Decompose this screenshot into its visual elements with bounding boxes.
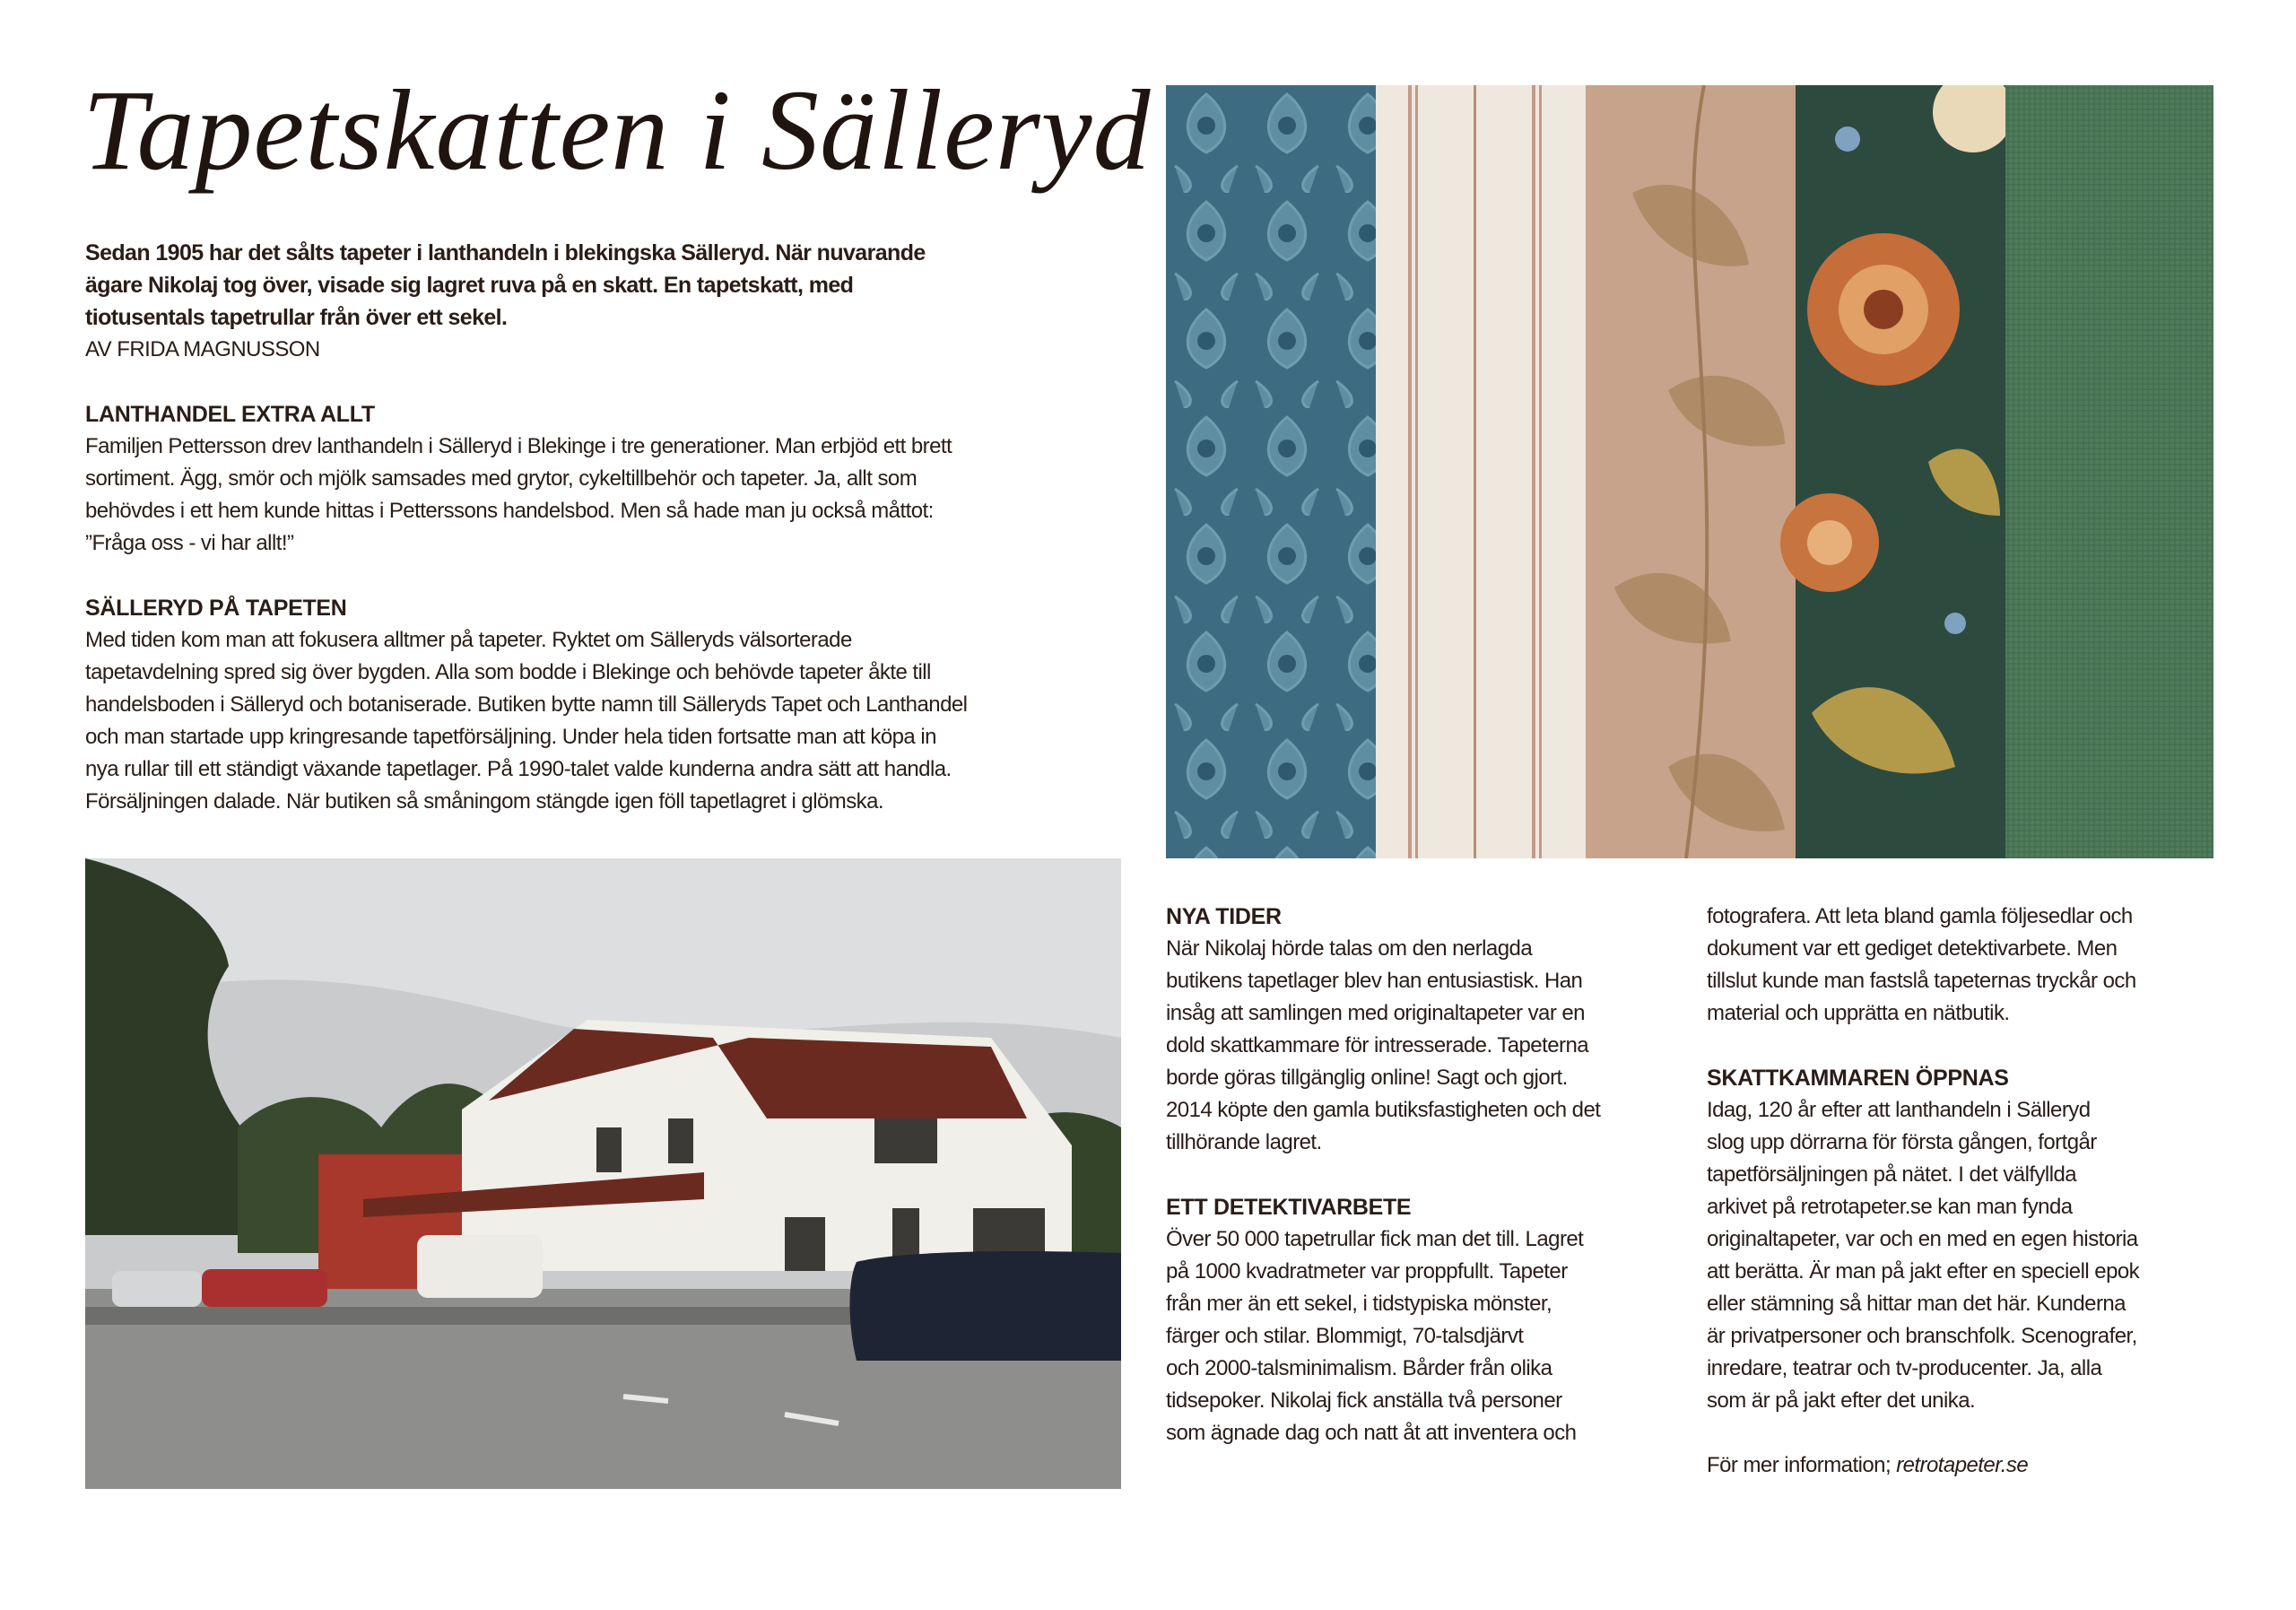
text-line: från mer än ett sekel, i tidstypiska mönster, [1166,1292,1552,1316]
text-line: fotografera. Att leta bland gamla följesedlar och [1707,904,2133,928]
heading-skattkammaren: SKATTKAMMAREN ÖPPNAS [1707,1066,2009,1091]
byline: AV FRIDA MAGNUSSON [85,337,320,361]
body-detektiv [1166,1223,1677,1449]
text-line: Försäljningen dalade. När butiken så småningom stängde igen föll tapetlagret i glömska. [85,789,884,814]
text-line: är privatpersoner och branschfolk. Scenografer, [1707,1324,2137,1348]
text-line: dokument var ett gediget detektivarbete. Men [1707,936,2118,961]
store-building-photo [85,858,1121,1489]
wallpaper-green-texture [2005,85,2213,858]
text-line: sortiment. Ägg, smör och mjölk samsades med grytor, cykeltillbehör och tapeter. Ja, allt som [85,466,918,491]
text-line: och 2000-talsminimalism. Bårder från olika [1166,1356,1552,1380]
middle-column [1166,901,1677,1449]
wallpaper-samples-image [1166,85,2213,858]
text-line: borde göras tillgänglig online! Sagt och gjort. [1166,1066,1568,1090]
body-detektiv-cont [1707,901,2218,1030]
text-line: eller stämning så hittar man det här. Kunderna [1707,1292,2126,1316]
wallpaper-cream-stripe [1376,85,1586,858]
text-line: tillhörande lagret. [1166,1130,1322,1154]
more-info [1707,1449,2218,1482]
text-line: på 1000 kvadratmeter var proppfullt. Tapeter [1166,1259,1568,1284]
text-line: färger och stilar. Blommigt, 70-talsdjärvt [1166,1324,1524,1348]
text-line: insåg att samlingen med originaltapeter var en [1166,1001,1585,1025]
intro [85,237,1126,334]
text-line: Med tiden kom man att fokusera alltmer på tapeter. Ryktet om Sälleryds välsorterade [85,628,852,652]
text-line: tapetförsäljningen på nätet. I det välfyllda [1707,1162,2077,1187]
wallpaper-floral-dark-green [1780,85,2013,858]
heading-lanthandel: LANTHANDEL EXTRA ALLT [85,402,375,427]
body-salleryd [85,624,1126,818]
more-info-label: För mer information; [1707,1453,1897,1477]
text-line: som ägnade dag och natt åt att inventera och [1166,1421,1577,1445]
text-line: tidsepoker. Nikolaj fick anställa två personer [1166,1388,1562,1413]
text-line: nya rullar till ett ständigt växande tapetlager. På 1990-talet valde kunderna andra sätt att handla. [85,757,952,781]
article-title: Tapetskatten i Sälleryd [83,66,1152,194]
wallpaper-tan-leaf [1586,85,1796,858]
body-nya-tider [1166,933,1677,1159]
text-line: 2014 köpte den gamla butiksfastigheten och det [1166,1098,1601,1122]
text-line: Familjen Pettersson drev lanthandeln i Sälleryd i Blekinge i tre generationer. Man erbjöd ett brett [85,434,952,458]
wallpaper-blue-damask [1166,85,1376,858]
text-line: material och upprätta en nätbutik. [1707,1001,2010,1025]
text-line: tillslut kunde man fastslå tapeternas tryckår och [1707,969,2136,993]
text-line: Över 50 000 tapetrullar fick man det till. Lagret [1166,1227,1584,1251]
text-line: ägare Nikolaj tog över, visade sig lagret ruva på en skatt. En tapetskatt, med [85,273,854,298]
text-line: och man startade upp kringresande tapetförsäljning. Under hela tiden fortsatte man att köpa in [85,725,936,749]
text-line: tapetavdelning spred sig över bygden. Alla som bodde i Blekinge och behövde tapeter åkte till [85,660,931,684]
text-line: Sedan 1905 har det sålts tapeter i lanthandeln i blekingska Sälleryd. När nuvarande [85,240,926,265]
heading-nya-tider: NYA TIDER [1166,904,1282,929]
heading-salleryd: SÄLLERYD PÅ TAPETEN [85,596,347,621]
text-line: När Nikolaj hörde talas om den nerlagda [1166,936,1533,961]
text-line: butikens tapetlager blev han entusiastisk. Han [1166,969,1583,993]
text-line: behövdes i ett hem kunde hittas i Petterssons handelsbod. Men så hade man ju också måttot: [85,499,934,523]
website-link[interactable]: retrotapeter.se [1896,1453,2029,1477]
text-line: som är på jakt efter det unika. [1707,1388,1976,1413]
text-line: ”Fråga oss - vi har allt!” [85,531,294,555]
text-line: att berätta. Är man på jakt efter en speciell epok [1707,1259,2140,1284]
right-column [1707,901,2218,1482]
body-lanthandel [85,431,1126,560]
left-column [85,237,1126,818]
body-skattkammaren [1707,1094,2218,1417]
text-line: inredare, teatrar och tv-producenter. Ja, alla [1707,1356,2102,1380]
text-line: slog upp dörrarna för första gången, fortgår [1707,1130,2097,1154]
text-line: originaltapeter, var och en med en egen historia [1707,1227,2138,1251]
text-line: arkivet på retrotapeter.se kan man fynda [1707,1195,2073,1219]
heading-detektiv: ETT DETEKTIVARBETE [1166,1195,1412,1220]
text-line: handelsboden i Sälleryd och botaniserade. Butiken bytte namn till Sälleryds Tapet och Lanthandel [85,692,968,717]
text-line: Idag, 120 år efter att lanthandeln i Sälleryd [1707,1098,2091,1122]
text-line: dold skattkammare för intresserade. Tapeterna [1166,1033,1589,1057]
text-line: tiotusentals tapetrullar från över ett sekel. [85,305,508,330]
